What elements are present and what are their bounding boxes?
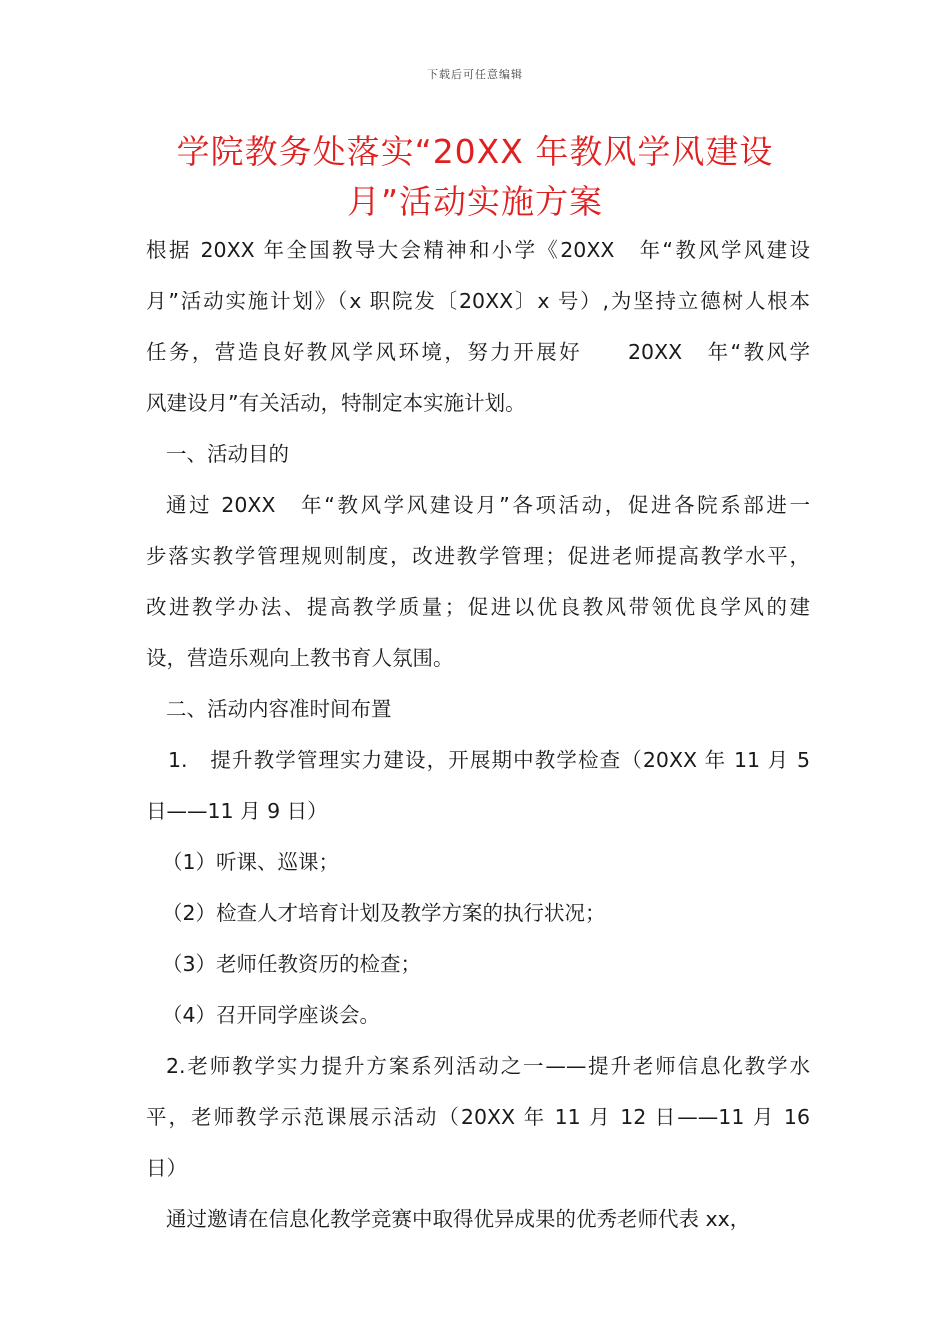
document-title-line-1: 学院教务处落实“20XX 年教风学风建设 bbox=[176, 132, 774, 171]
paragraph-line: 改进教学办法、提高教学质量；促进以优良教风带领优良学风的建 bbox=[146, 595, 810, 619]
sub-item: （4）召开同学座谈会。 bbox=[162, 1003, 381, 1027]
paragraph-line: 步落实教学管理规则制度，改进教学管理；促进老师提高教学水平， bbox=[146, 544, 810, 568]
paragraph-line: 通过 20XX 年“教风学风建设月”各项活动，促进各院系部进一 bbox=[166, 493, 810, 517]
section-heading: 二、活动内容准时间布置 bbox=[166, 697, 392, 721]
document-title-line-2: 月”活动实施方案 bbox=[346, 182, 604, 221]
list-item-line: 平，老师教学示范课展示活动（20XX 年 11 月 12 日——11 月 16 bbox=[146, 1105, 810, 1129]
sub-item: （3）老师任教资历的检查； bbox=[162, 952, 422, 976]
list-item-line: 日——11 月 9 日） bbox=[146, 799, 328, 823]
list-item-line: 1. 提升教学管理实力建设，开展期中教学检查（20XX 年 11 月 5 bbox=[168, 748, 810, 772]
paragraph-line: 风建设月”有关活动，特制定本实施计划。 bbox=[146, 391, 526, 415]
paragraph-line: 月”活动实施计划》（x 职院发〔20XX〕x 号）,为坚持立德树人根本 bbox=[146, 289, 810, 313]
document-body bbox=[146, 225, 810, 1245]
list-item-line: 2.老师教学实力提升方案系列活动之一——提升老师信息化教学水 bbox=[166, 1054, 810, 1078]
sub-item: （1）听课、巡课； bbox=[162, 850, 340, 874]
paragraph-line: 设，营造乐观向上教书育人氛围。 bbox=[146, 646, 454, 670]
list-item-line: 日） bbox=[146, 1156, 187, 1180]
sub-item: （2）检查人才培育计划及教学方案的执行状况； bbox=[162, 901, 606, 925]
paragraph-line: 根据 20XX 年全国教导大会精神和小学《20XX 年“教风学风建设 bbox=[146, 238, 810, 262]
paragraph-line: 任务，营造良好教风学风环境，努力开展好 20XX 年“教风学 bbox=[146, 340, 810, 364]
section-heading: 一、活动目的 bbox=[166, 442, 289, 466]
header-note: 下载后可任意编辑 bbox=[427, 68, 523, 81]
paragraph-line: 通过邀请在信息化教学竞赛中取得优异成果的优秀老师代表 xx， bbox=[166, 1207, 751, 1231]
